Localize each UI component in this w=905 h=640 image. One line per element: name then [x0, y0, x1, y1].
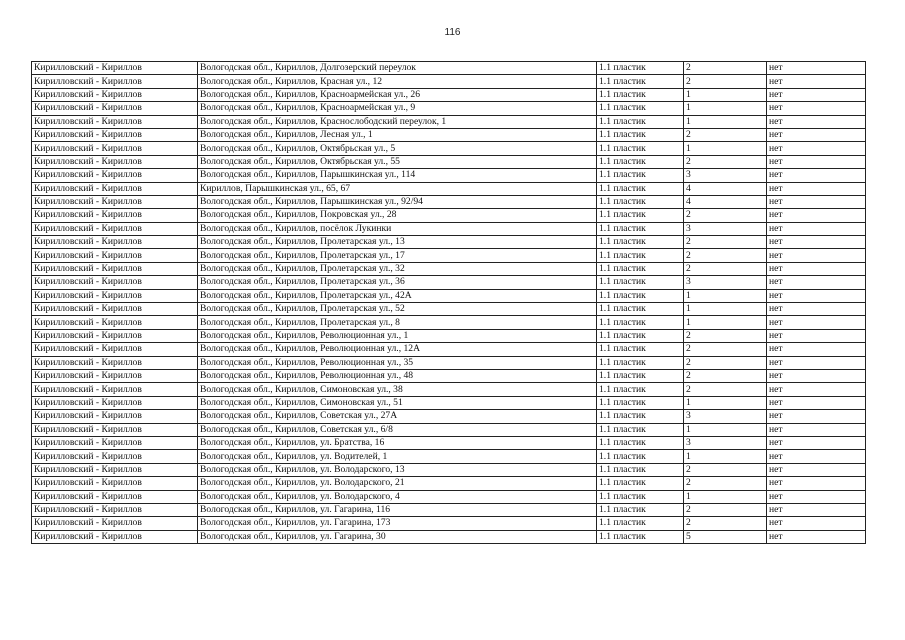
flag-cell: нет [767, 169, 866, 182]
count-cell: 1 [684, 115, 767, 128]
district-cell: Кирилловский - Кириллов [32, 329, 198, 342]
district-cell: Кирилловский - Кириллов [32, 249, 198, 262]
address-cell: Вологодская обл., Кириллов, ул. Водителей, 1 [198, 450, 597, 463]
flag-cell: нет [767, 249, 866, 262]
district-cell: Кирилловский - Кириллов [32, 115, 198, 128]
table-row [32, 276, 866, 289]
district-cell: Кирилловский - Кириллов [32, 490, 198, 503]
district-cell: Кирилловский - Кириллов [32, 423, 198, 436]
district-cell: Кирилловский - Кириллов [32, 436, 198, 449]
address-cell: Вологодская обл., Кириллов, Октябрьская ул., 55 [198, 155, 597, 168]
flag-cell: нет [767, 236, 866, 249]
address-cell: Вологодская обл., Кириллов, Лесная ул., 1 [198, 128, 597, 141]
material-cell: 1.1 пластик [597, 477, 684, 490]
address-cell: Вологодская обл., Кириллов, Пролетарская ул., 8 [198, 316, 597, 329]
table-row [32, 490, 866, 503]
district-cell: Кирилловский - Кириллов [32, 142, 198, 155]
flag-cell: нет [767, 490, 866, 503]
table-row [32, 463, 866, 476]
table-row [32, 222, 866, 235]
material-cell: 1.1 пластик [597, 128, 684, 141]
material-cell: 1.1 пластик [597, 62, 684, 75]
material-cell: 1.1 пластик [597, 88, 684, 101]
material-cell: 1.1 пластик [597, 195, 684, 208]
address-cell: Вологодская обл., Кириллов, Парышкинская ул., 114 [198, 169, 597, 182]
material-cell: 1.1 пластик [597, 289, 684, 302]
flag-cell: нет [767, 530, 866, 543]
flag-cell: нет [767, 209, 866, 222]
address-cell: Вологодская обл., Кириллов, Революционная ул., 48 [198, 369, 597, 382]
address-cell: Вологодская обл., Кириллов, Красноармейская ул., 9 [198, 102, 597, 115]
district-cell: Кирилловский - Кириллов [32, 530, 198, 543]
count-cell: 3 [684, 436, 767, 449]
address-cell: Вологодская обл., Кириллов, Пролетарская ул., 13 [198, 236, 597, 249]
address-cell: Вологодская обл., Кириллов, ул. Братства, 16 [198, 436, 597, 449]
flag-cell: нет [767, 222, 866, 235]
district-cell: Кирилловский - Кириллов [32, 517, 198, 530]
table-row [32, 182, 866, 195]
table-row [32, 195, 866, 208]
district-cell: Кирилловский - Кириллов [32, 383, 198, 396]
table-row [32, 436, 866, 449]
table-row [32, 75, 866, 88]
count-cell: 3 [684, 222, 767, 235]
count-cell: 1 [684, 490, 767, 503]
table-row [32, 262, 866, 275]
count-cell: 2 [684, 369, 767, 382]
flag-cell: нет [767, 503, 866, 516]
material-cell: 1.1 пластик [597, 222, 684, 235]
table-row [32, 209, 866, 222]
flag-cell: нет [767, 517, 866, 530]
count-cell: 2 [684, 75, 767, 88]
material-cell: 1.1 пластик [597, 369, 684, 382]
flag-cell: нет [767, 289, 866, 302]
address-cell: Вологодская обл., Кириллов, Красноармейская ул., 26 [198, 88, 597, 101]
table-row [32, 102, 866, 115]
count-cell: 1 [684, 102, 767, 115]
material-cell: 1.1 пластик [597, 115, 684, 128]
table-row [32, 383, 866, 396]
material-cell: 1.1 пластик [597, 102, 684, 115]
material-cell: 1.1 пластик [597, 383, 684, 396]
count-cell: 5 [684, 530, 767, 543]
flag-cell: нет [767, 155, 866, 168]
table-row [32, 115, 866, 128]
flag-cell: нет [767, 75, 866, 88]
flag-cell: нет [767, 343, 866, 356]
table-row [32, 396, 866, 409]
material-cell: 1.1 пластик [597, 503, 684, 516]
address-cell: Вологодская обл., Кириллов, ул. Гагарина, 116 [198, 503, 597, 516]
address-cell: Вологодская обл., Кириллов, ул. Володарского, 4 [198, 490, 597, 503]
district-cell: Кирилловский - Кириллов [32, 169, 198, 182]
flag-cell: нет [767, 128, 866, 141]
table-row [32, 249, 866, 262]
address-cell: Вологодская обл., Кириллов, ул. Гагарина, 173 [198, 517, 597, 530]
table-row [32, 316, 866, 329]
table-row [32, 410, 866, 423]
count-cell: 2 [684, 155, 767, 168]
address-cell: Вологодская обл., Кириллов, Пролетарская ул., 52 [198, 303, 597, 316]
material-cell: 1.1 пластик [597, 182, 684, 195]
district-cell: Кирилловский - Кириллов [32, 463, 198, 476]
district-cell: Кирилловский - Кириллов [32, 450, 198, 463]
count-cell: 1 [684, 142, 767, 155]
district-cell: Кирилловский - Кириллов [32, 262, 198, 275]
address-cell: Вологодская обл., Кириллов, Симоновская ул., 51 [198, 396, 597, 409]
table-row [32, 236, 866, 249]
flag-cell: нет [767, 142, 866, 155]
flag-cell: нет [767, 182, 866, 195]
material-cell: 1.1 пластик [597, 236, 684, 249]
district-cell: Кирилловский - Кириллов [32, 155, 198, 168]
flag-cell: нет [767, 450, 866, 463]
count-cell: 1 [684, 396, 767, 409]
district-cell: Кирилловский - Кириллов [32, 343, 198, 356]
district-cell: Кирилловский - Кириллов [32, 289, 198, 302]
count-cell: 1 [684, 289, 767, 302]
material-cell: 1.1 пластик [597, 303, 684, 316]
count-cell: 1 [684, 423, 767, 436]
address-cell: Вологодская обл., Кириллов, Парышкинская ул., 92/94 [198, 195, 597, 208]
flag-cell: нет [767, 115, 866, 128]
count-cell: 1 [684, 316, 767, 329]
count-cell: 4 [684, 182, 767, 195]
district-cell: Кирилловский - Кириллов [32, 75, 198, 88]
district-cell: Кирилловский - Кириллов [32, 410, 198, 423]
count-cell: 2 [684, 356, 767, 369]
flag-cell: нет [767, 410, 866, 423]
address-cell: Вологодская обл., Кириллов, Пролетарская ул., 17 [198, 249, 597, 262]
district-cell: Кирилловский - Кириллов [32, 222, 198, 235]
address-cell: Вологодская обл., Кириллов, Революционная ул., 35 [198, 356, 597, 369]
table-row [32, 356, 866, 369]
address-cell: Вологодская обл., Кириллов, Покровская ул., 28 [198, 209, 597, 222]
material-cell: 1.1 пластик [597, 530, 684, 543]
flag-cell: нет [767, 463, 866, 476]
table-row [32, 128, 866, 141]
address-cell: Вологодская обл., Кириллов, Пролетарская ул., 32 [198, 262, 597, 275]
flag-cell: нет [767, 477, 866, 490]
material-cell: 1.1 пластик [597, 262, 684, 275]
table-row [32, 423, 866, 436]
count-cell: 2 [684, 383, 767, 396]
district-cell: Кирилловский - Кириллов [32, 182, 198, 195]
material-cell: 1.1 пластик [597, 249, 684, 262]
count-cell: 2 [684, 463, 767, 476]
address-cell: Вологодская обл., Кириллов, Советская ул., 6/8 [198, 423, 597, 436]
flag-cell: нет [767, 356, 866, 369]
page-number: 116 [444, 27, 461, 38]
material-cell: 1.1 пластик [597, 463, 684, 476]
table-row [32, 369, 866, 382]
table-row [32, 477, 866, 490]
material-cell: 1.1 пластик [597, 316, 684, 329]
count-cell: 2 [684, 236, 767, 249]
address-cell: Вологодская обл., Кириллов, Пролетарская ул., 36 [198, 276, 597, 289]
count-cell: 2 [684, 329, 767, 342]
address-cell: Вологодская обл., Кириллов, Долгозерский переулок [198, 62, 597, 75]
address-cell: Вологодская обл., Кириллов, Революционная ул., 12А [198, 343, 597, 356]
table-row [32, 62, 866, 75]
flag-cell: нет [767, 316, 866, 329]
district-cell: Кирилловский - Кириллов [32, 396, 198, 409]
count-cell: 1 [684, 303, 767, 316]
table-row [32, 303, 866, 316]
district-cell: Кирилловский - Кириллов [32, 303, 198, 316]
district-cell: Кирилловский - Кириллов [32, 209, 198, 222]
district-cell: Кирилловский - Кириллов [32, 276, 198, 289]
flag-cell: нет [767, 262, 866, 275]
address-cell: Вологодская обл., Кириллов, Красная ул., 12 [198, 75, 597, 88]
count-cell: 2 [684, 343, 767, 356]
material-cell: 1.1 пластик [597, 517, 684, 530]
address-cell: Вологодская обл., Кириллов, Советская ул., 27А [198, 410, 597, 423]
flag-cell: нет [767, 102, 866, 115]
flag-cell: нет [767, 303, 866, 316]
flag-cell: нет [767, 436, 866, 449]
flag-cell: нет [767, 88, 866, 101]
material-cell: 1.1 пластик [597, 396, 684, 409]
district-cell: Кирилловский - Кириллов [32, 128, 198, 141]
table-row [32, 530, 866, 543]
material-cell: 1.1 пластик [597, 276, 684, 289]
count-cell: 2 [684, 517, 767, 530]
district-cell: Кирилловский - Кириллов [32, 356, 198, 369]
material-cell: 1.1 пластик [597, 169, 684, 182]
table-row [32, 142, 866, 155]
table-row [32, 169, 866, 182]
material-cell: 1.1 пластик [597, 436, 684, 449]
material-cell: 1.1 пластик [597, 329, 684, 342]
flag-cell: нет [767, 369, 866, 382]
count-cell: 4 [684, 195, 767, 208]
district-cell: Кирилловский - Кириллов [32, 102, 198, 115]
count-cell: 2 [684, 477, 767, 490]
table-row [32, 503, 866, 516]
count-cell: 1 [684, 450, 767, 463]
address-cell: Вологодская обл., Кириллов, ул. Володарского, 21 [198, 477, 597, 490]
flag-cell: нет [767, 276, 866, 289]
flag-cell: нет [767, 383, 866, 396]
table-row [32, 329, 866, 342]
address-cell: Вологодская обл., Кириллов, Пролетарская ул., 42А [198, 289, 597, 302]
count-cell: 2 [684, 209, 767, 222]
district-cell: Кирилловский - Кириллов [32, 503, 198, 516]
district-cell: Кирилловский - Кириллов [32, 369, 198, 382]
material-cell: 1.1 пластик [597, 209, 684, 222]
address-cell: Вологодская обл., Кириллов, ул. Володарского, 13 [198, 463, 597, 476]
count-cell: 2 [684, 128, 767, 141]
district-cell: Кирилловский - Кириллов [32, 477, 198, 490]
count-cell: 1 [684, 88, 767, 101]
address-cell: Вологодская обл., Кириллов, ул. Гагарина, 30 [198, 530, 597, 543]
flag-cell: нет [767, 329, 866, 342]
table-row [32, 155, 866, 168]
flag-cell: нет [767, 423, 866, 436]
flag-cell: нет [767, 396, 866, 409]
count-cell: 3 [684, 410, 767, 423]
container-site-table [31, 61, 866, 544]
material-cell: 1.1 пластик [597, 410, 684, 423]
district-cell: Кирилловский - Кириллов [32, 195, 198, 208]
address-cell: Вологодская обл., Кириллов, Краснослободский переулок, 1 [198, 115, 597, 128]
district-cell: Кирилловский - Кириллов [32, 88, 198, 101]
flag-cell: нет [767, 62, 866, 75]
table-row [32, 343, 866, 356]
count-cell: 3 [684, 169, 767, 182]
district-cell: Кирилловский - Кириллов [32, 62, 198, 75]
table-row [32, 450, 866, 463]
flag-cell: нет [767, 195, 866, 208]
material-cell: 1.1 пластик [597, 155, 684, 168]
table-row [32, 517, 866, 530]
address-cell: Вологодская обл., Кириллов, Революционная ул., 1 [198, 329, 597, 342]
material-cell: 1.1 пластик [597, 142, 684, 155]
address-cell: Кириллов, Парышкинская ул., 65, 67 [198, 182, 597, 195]
count-cell: 2 [684, 62, 767, 75]
material-cell: 1.1 пластик [597, 356, 684, 369]
material-cell: 1.1 пластик [597, 343, 684, 356]
address-cell: Вологодская обл., Кириллов, Октябрьская ул., 5 [198, 142, 597, 155]
count-cell: 2 [684, 249, 767, 262]
address-cell: Вологодская обл., Кириллов, посёлок Лукинки [198, 222, 597, 235]
material-cell: 1.1 пластик [597, 423, 684, 436]
count-cell: 3 [684, 276, 767, 289]
address-cell: Вологодская обл., Кириллов, Симоновская ул., 38 [198, 383, 597, 396]
district-cell: Кирилловский - Кириллов [32, 236, 198, 249]
district-cell: Кирилловский - Кириллов [32, 316, 198, 329]
table-row [32, 88, 866, 101]
material-cell: 1.1 пластик [597, 450, 684, 463]
material-cell: 1.1 пластик [597, 490, 684, 503]
table-row [32, 289, 866, 302]
table-body [32, 62, 866, 544]
count-cell: 2 [684, 262, 767, 275]
material-cell: 1.1 пластик [597, 75, 684, 88]
count-cell: 2 [684, 503, 767, 516]
